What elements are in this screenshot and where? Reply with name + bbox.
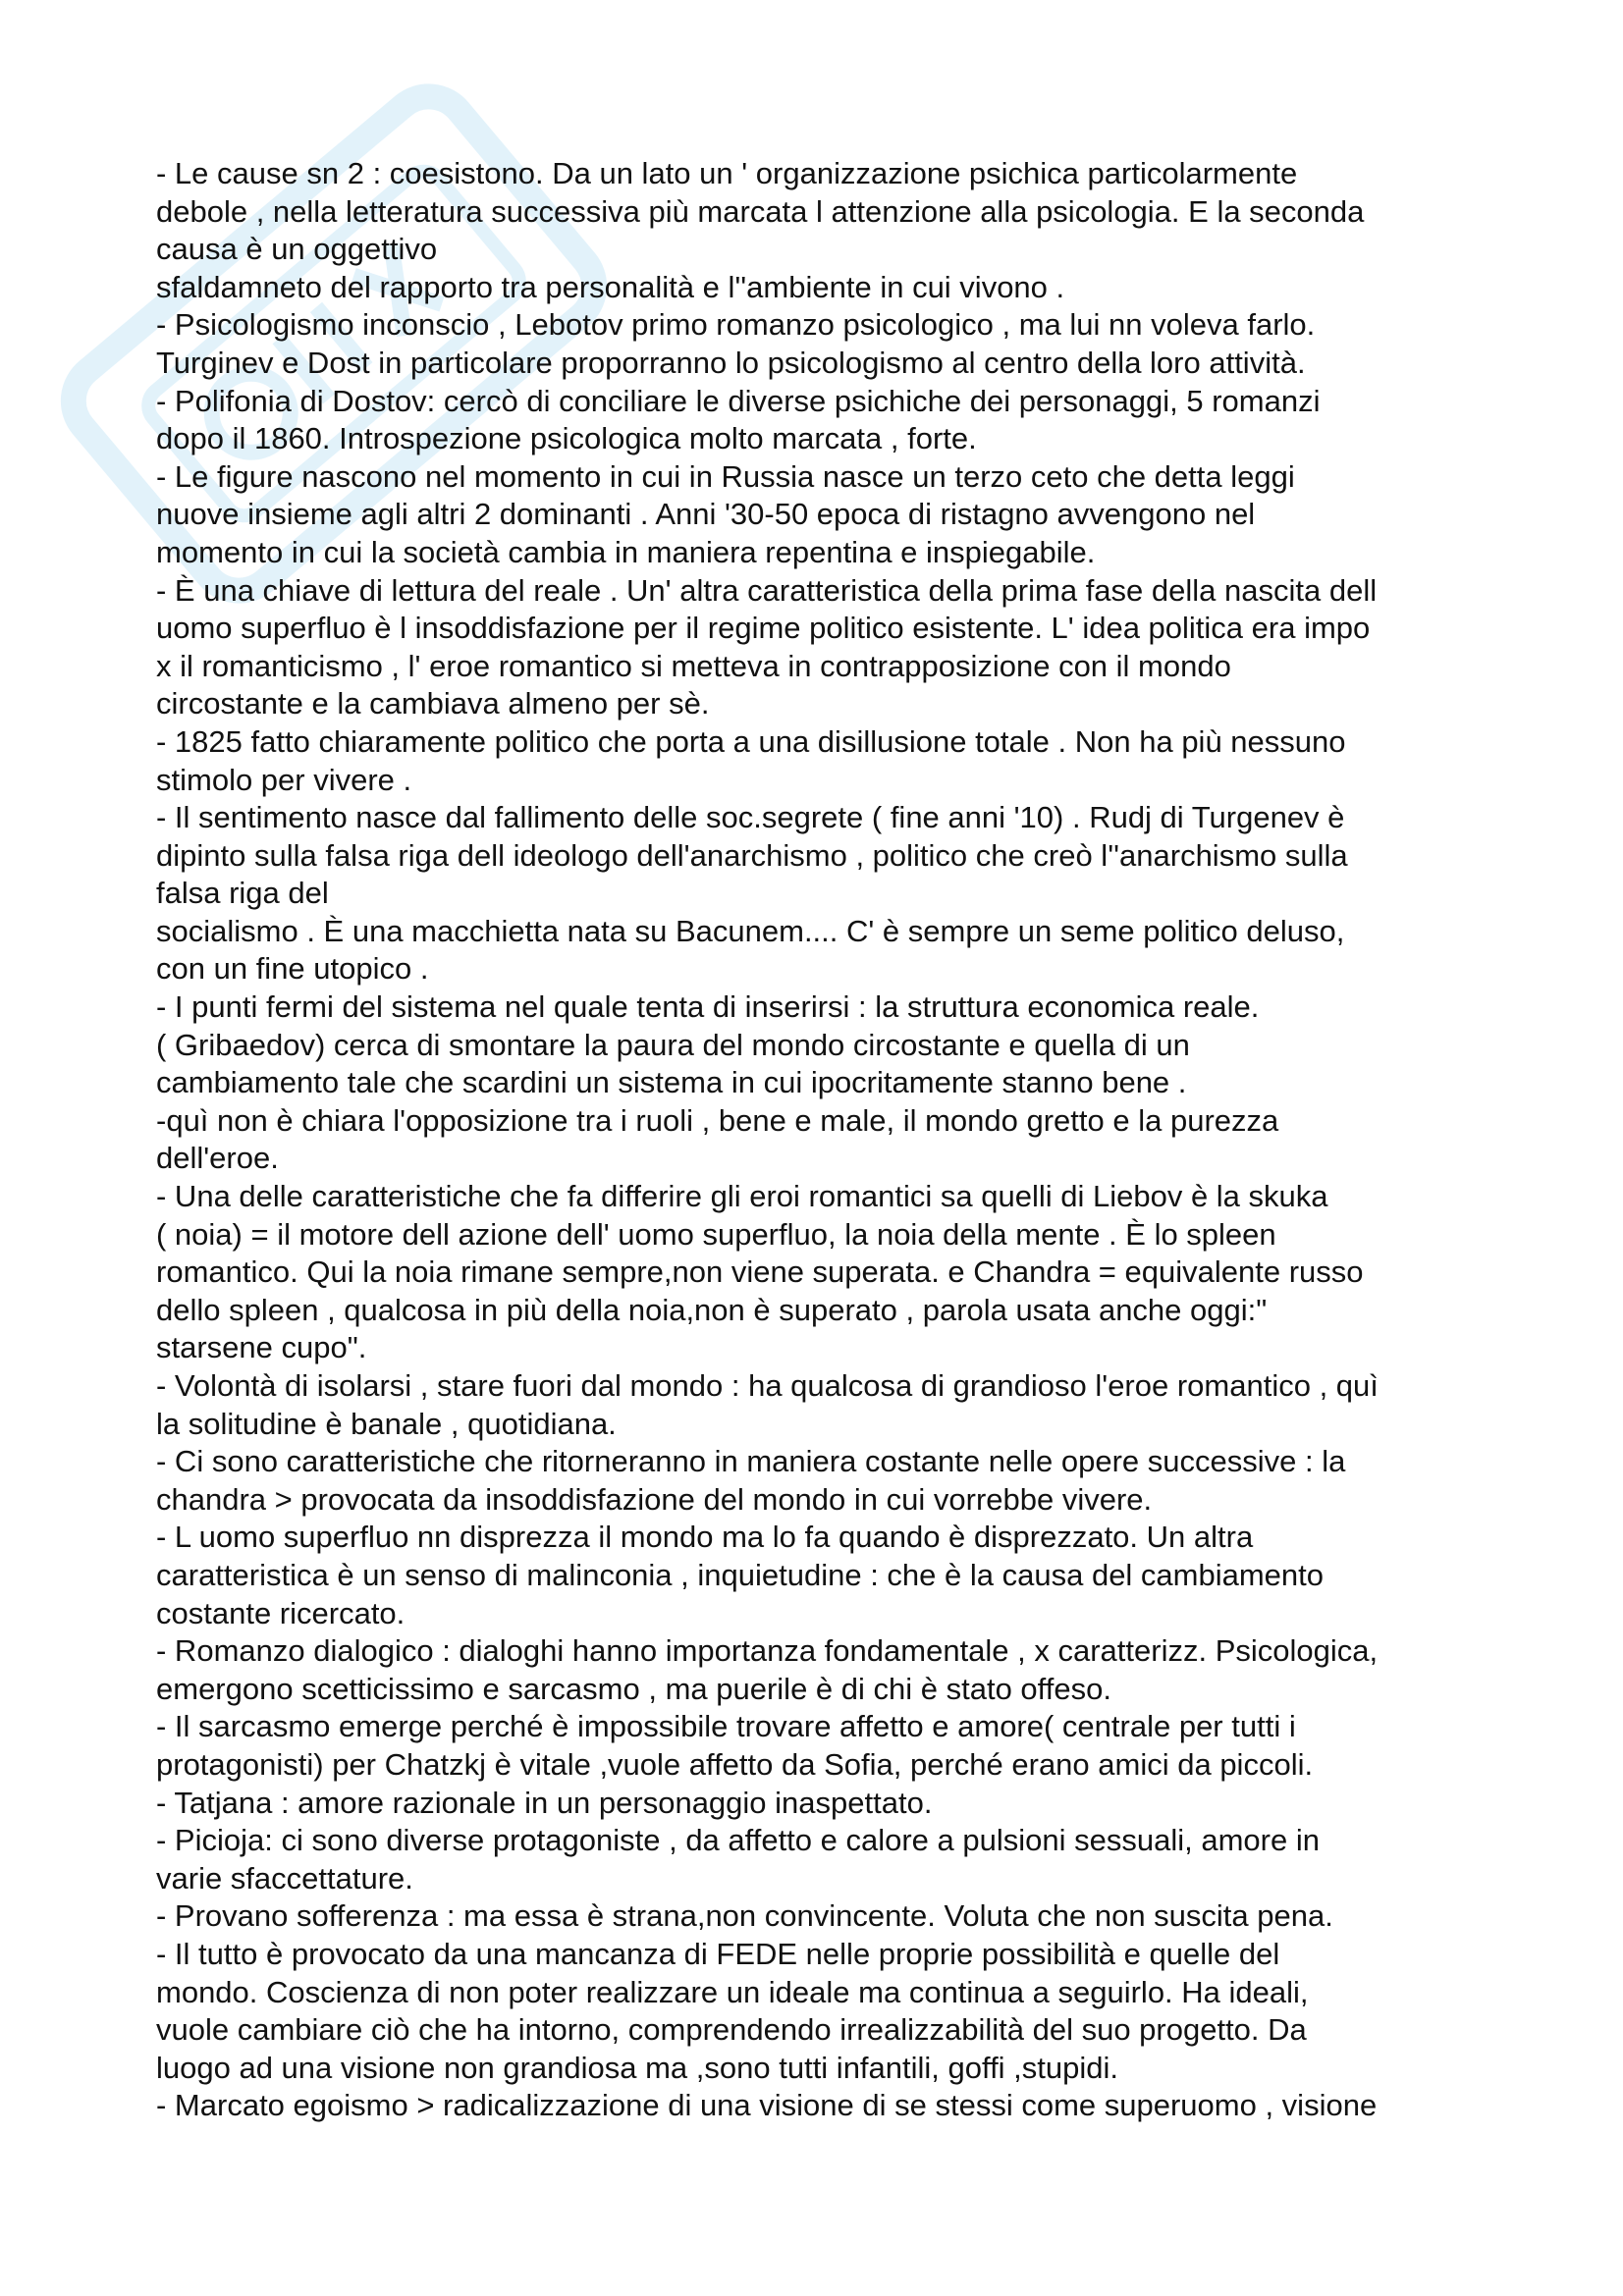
text-line: - Una delle caratteristiche che fa differire gli eroi romantici sa quelli di Liebov è la skuka xyxy=(156,1179,1328,1214)
text-line: ( Gribaedov) cerca di smontare la paura del mondo circostante e quella di un xyxy=(156,1027,1190,1062)
text-line: - I punti fermi del sistema nel quale tenta di inserirsi : la struttura economica reale. xyxy=(156,989,1260,1025)
text-line: vuole cambiare ciò che ha intorno, comprendendo irrealizzabilità del suo progetto. Da xyxy=(156,2012,1307,2048)
text-line: - Le figure nascono nel momento in cui in Russia nasce un terzo ceto che detta leggi xyxy=(156,458,1295,494)
text-line: - Psicologismo inconscio , Lebotov primo romanzo psicologico , ma lui nn voleva farlo. xyxy=(156,307,1316,343)
text-line: - Il sarcasmo emerge perché è impossibile trovare affetto e amore( centrale per tutti i xyxy=(156,1709,1296,1744)
text-line: sfaldamneto del rapporto tra personalità e l''ambiente in cui vivono . xyxy=(156,269,1065,304)
text-line: - 1825 fatto chiaramente politico che porta a una disillusione totale . Non ha più nessuno xyxy=(156,723,1346,759)
text-line: - Polifonia di Dostov: cercò di conciliare le diverse psichiche dei personaggi, 5 romanzi xyxy=(156,383,1321,418)
text-line: falsa riga del xyxy=(156,876,329,911)
text-line: chandra > provocata da insoddisfazione del mondo in cui vorrebbe vivere. xyxy=(156,1481,1153,1517)
text-line: starsene cupo". xyxy=(156,1330,367,1365)
text-line: - Romanzo dialogico : dialoghi hanno importanza fondamentale , x caratterizz. Psicologica, xyxy=(156,1633,1379,1669)
text-line: uomo superfluo è l insoddisfazione per il regime politico esistente. L' idea politica era impo xyxy=(156,611,1371,646)
text-line: x il romanticismo , l' eroe romantico si metteva in contrapposizione con il mondo xyxy=(156,648,1231,683)
text-line: - Il sentimento nasce dal fallimento delle soc.segrete ( fine anni '10) . Rudj di Turgenev è xyxy=(156,800,1345,835)
text-line: ( noia) = il motore dell azione dell' uomo superfluo, la noia della mente . È lo spleen xyxy=(156,1216,1276,1252)
text-line: socialismo . È una macchietta nata su Bacunem.... C' è sempre un seme politico deluso, xyxy=(156,913,1345,948)
text-line: dell'eroe. xyxy=(156,1141,279,1176)
text-line: emergono scetticissimo e sarcasmo , ma puerile è di chi è stato offeso. xyxy=(156,1671,1111,1706)
text-line: debole , nella letteratura successiva più marcata l attenzione alla psicologia. E la seconda xyxy=(156,193,1365,229)
text-line: - Le cause sn 2 : coesistono. Da un lato un ' organizzazione psichica particolarmente xyxy=(156,156,1298,190)
text-line: circostante e la cambiava almeno per sè. xyxy=(156,686,710,721)
text-line: - Picioja: ci sono diverse protagoniste , da affetto e calore a pulsioni sessuali, amore in xyxy=(156,1823,1320,1858)
document-body-text xyxy=(156,155,1491,2125)
text-line: caratteristica è un senso di malinconia , inquietudine : che è la causa del cambiamento xyxy=(156,1557,1325,1592)
text-line: luogo ad una visione non grandiosa ma ,sono tutti infantili, goffi ,stupidi. xyxy=(156,2050,1119,2085)
text-line: con un fine utopico . xyxy=(156,951,429,987)
text-line: dipinto sulla falsa riga dell ideologo dell'anarchismo , politico che creò l''anarchismo sulla xyxy=(156,837,1348,873)
text-line: - L uomo superfluo nn disprezza il mondo ma lo fa quando è disprezzato. Un altra xyxy=(156,1520,1254,1555)
text-line: momento in cui la società cambia in maniera repentina e inspiegabile. xyxy=(156,534,1096,569)
text-line: stimolo per vivere . xyxy=(156,762,412,797)
text-line: romantico. Qui la noia rimane sempre,non viene superata. e Chandra = equivalente russo xyxy=(156,1255,1364,1290)
text-line: la solitudine è banale , quotidiana. xyxy=(156,1406,617,1441)
text-line: protagonisti) per Chatzkj è vitale ,vuole affetto da Sofia, perché erano amici da piccoli. xyxy=(156,1746,1314,1782)
text-line: -quì non è chiara l'opposizione tra i ruoli , bene e male, il mondo gretto e la purezza xyxy=(156,1102,1279,1138)
text-line: - Marcato egoismo > radicalizzazione di una visione di se stessi come superuomo , visione xyxy=(156,2088,1378,2123)
text-line: cambiamento tale che scardini un sistema in cui ipocritamente stanno bene . xyxy=(156,1065,1187,1100)
text-line: - Ci sono caratteristiche che ritorneranno in maniera costante nelle opere successive : la xyxy=(156,1444,1346,1479)
text-line: nuove insieme agli altri 2 dominanti . Anni '30-50 epoca di ristagno avvengono nel xyxy=(156,497,1256,532)
text-line: - Il tutto è provocato da una mancanza di FEDE nelle proprie possibilità e quelle del xyxy=(156,1936,1280,1971)
text-line: mondo. Coscienza di non poter realizzare un ideale ma continua a seguirlo. Ha ideali, xyxy=(156,1974,1309,2009)
text-line: - Provano sofferenza : ma essa è strana,non convincente. Voluta che non suscita pena. xyxy=(156,1898,1333,1934)
text-line: costante ricercato. xyxy=(156,1595,406,1630)
text-line: - È una chiave di lettura del reale . Un' altra caratteristica della prima fase della nascita dell xyxy=(156,572,1378,608)
text-line: - Tatjana : amore razionale in un personaggio inaspettato. xyxy=(156,1785,933,1820)
text-line: Turginev e Dost in particolare proporranno lo psicologismo al centro della loro attività. xyxy=(156,345,1306,380)
text-line: dopo il 1860. Introspezione psicologica molto marcata , forte. xyxy=(156,421,977,456)
text-line: dello spleen , qualcosa in più della noia,non è superato , parola usata anche oggi:" xyxy=(156,1292,1268,1327)
text-line: - Volontà di isolarsi , stare fuori dal mondo : ha qualcosa di grandioso l'eroe romantico , quì xyxy=(156,1368,1379,1403)
text-line: varie sfaccettature. xyxy=(156,1860,413,1896)
text-line: causa è un oggettivo xyxy=(156,232,438,267)
